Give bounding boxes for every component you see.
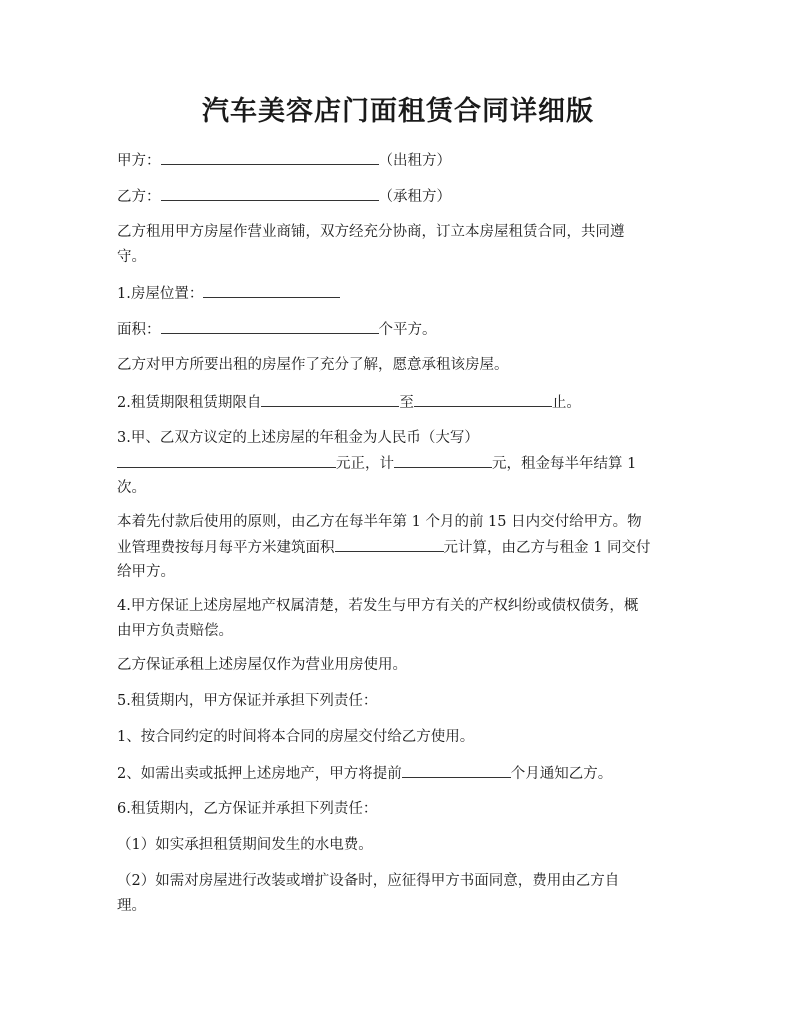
document-title: 汽车美容店门面租赁合同详细版 — [202, 96, 594, 127]
lease-term-prefix: 2.租赁期限租赁期限自 — [117, 395, 262, 411]
lessee-duty-1: （1）如实承担租赁期间发生的水电费。 — [117, 837, 373, 853]
payment-line-2 — [117, 534, 697, 561]
rent-line-2 — [117, 450, 697, 477]
rent-yuan-tail: 元，租金每半年结算 1 — [492, 456, 637, 472]
payment-line-2-prefix: 业管理费按每月每平方米建筑面积 — [117, 540, 335, 556]
lessor-duty-2-suffix: 个月通知乙方。 — [510, 766, 613, 782]
usage-note: 乙方保证承租上述房屋仅作为营业用房使用。 — [117, 657, 407, 673]
area-label: 面积： — [117, 322, 161, 338]
management-fee-blank[interactable] — [335, 534, 444, 552]
title-guarantee-line-1: 4.甲方保证上述房屋地产权属清楚，若发生与甲方有关的产权纠纷或债权债务，概 — [117, 598, 639, 614]
lessor-duty-1: 1、按合同约定的时间将本合同的房屋交付给乙方使用。 — [117, 729, 475, 745]
area-suffix: 个平方。 — [378, 322, 437, 338]
area-line — [117, 316, 697, 343]
lease-term-line — [117, 389, 697, 416]
location-blank[interactable] — [203, 280, 340, 298]
rent-words-blank[interactable] — [117, 450, 336, 468]
title-guarantee-line-2: 由甲方负责赔偿。 — [117, 623, 233, 639]
lessor-duty-2-prefix: 2、如需出卖或抵押上述房地产，甲方将提前 — [117, 766, 402, 782]
location-line — [117, 280, 697, 307]
lease-end-blank[interactable] — [414, 389, 552, 407]
party-a-line — [117, 147, 697, 174]
inspection-note: 乙方对甲方所要出租的房屋作了充分了解，愿意承租该房屋。 — [117, 357, 509, 373]
party-a-suffix: （出租方） — [378, 153, 451, 169]
rent-line-3: 次。 — [117, 480, 146, 496]
party-b-line — [117, 183, 697, 210]
party-a-label: 甲方： — [117, 153, 161, 169]
notice-months-blank[interactable] — [402, 760, 511, 778]
party-b-suffix: （承租方） — [378, 189, 451, 205]
party-a-blank[interactable] — [161, 147, 379, 165]
payment-line-1: 本着先付款后使用的原则，由乙方在每半年第 1 个月的前 15 日内交付给甲方。物 — [117, 514, 642, 530]
intro-line-2: 守。 — [117, 249, 146, 265]
intro-line-1: 乙方租用甲方房屋作营业商铺，双方经充分协商，订立本房屋租赁合同，共同遵 — [117, 224, 625, 240]
payment-line-3: 给甲方。 — [117, 564, 175, 580]
lease-start-blank[interactable] — [261, 389, 399, 407]
lessee-duty-2-line-1: （2）如需对房屋进行改装或增扩设备时，应征得甲方书面同意，费用由乙方自 — [117, 873, 620, 889]
lease-term-middle: 至 — [399, 395, 414, 411]
lessor-duties-heading: 5.租赁期内，甲方保证并承担下列责任： — [117, 693, 378, 709]
rent-line-1: 3.甲、乙双方议定的上述房屋的年租金为人民币（大写） — [117, 430, 479, 446]
party-b-blank[interactable] — [161, 183, 379, 201]
lessee-duty-2-line-2: 理。 — [117, 898, 146, 914]
party-b-label: 乙方： — [117, 189, 161, 205]
payment-line-2-suffix: 元计算，由乙方与租金 1 同交付 — [443, 540, 651, 556]
rent-yuan-zheng: 元正，计 — [336, 456, 394, 472]
lessee-duties-heading: 6.租赁期内，乙方保证并承担下列责任： — [117, 801, 378, 817]
lease-term-suffix: 止。 — [551, 395, 581, 411]
lessor-duty-2 — [117, 760, 697, 787]
location-label: 1.房屋位置： — [117, 286, 204, 302]
area-blank[interactable] — [161, 316, 379, 334]
rent-amount-blank[interactable] — [394, 450, 492, 468]
